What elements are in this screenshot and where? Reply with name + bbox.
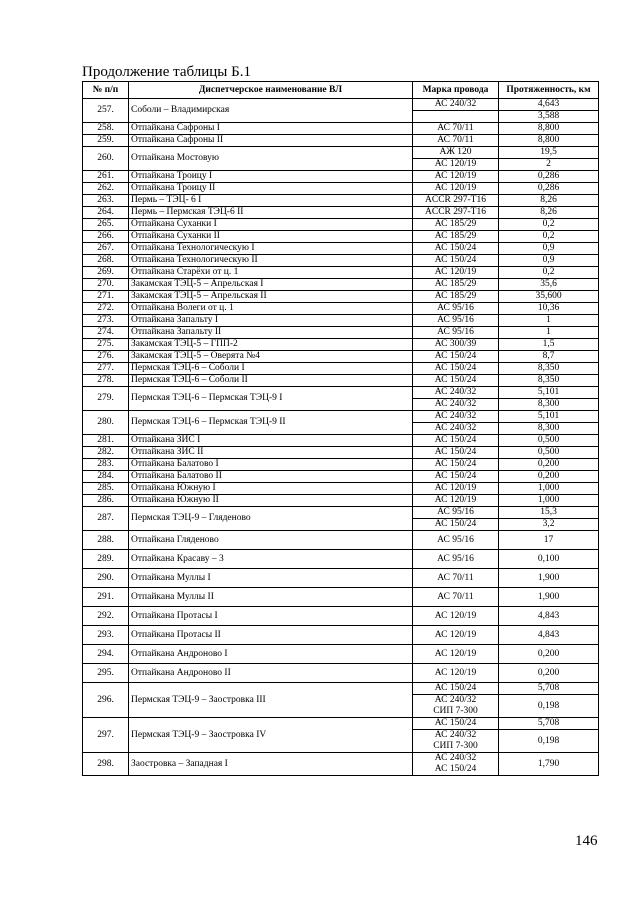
wire-type: АС 240/32 — [413, 399, 499, 411]
table-caption: Продолжение таблицы Б.1 — [82, 64, 251, 80]
line-length: 0,2 — [499, 231, 599, 243]
wire-type: АС 240/32 — [413, 423, 499, 435]
table-row — [83, 327, 599, 339]
line-name: Закамская ТЭЦ-5 – Апрельская I — [129, 279, 413, 291]
line-name: Отпайкана Суханки II — [129, 231, 413, 243]
row-number: 289. — [83, 550, 129, 569]
row-number: 263. — [83, 195, 129, 207]
line-name: Пермская ТЭЦ-6 – Соболи I — [129, 363, 413, 375]
line-name: Пермь – ТЭЦ- 6 I — [129, 195, 413, 207]
header-number: № п/п — [83, 82, 129, 99]
wire-type: АС 120/19 — [413, 483, 499, 495]
row-number: 275. — [83, 339, 129, 351]
wire-type: АС 120/19 — [413, 607, 499, 626]
wire-type: АС 150/24 — [413, 683, 499, 695]
table-row — [83, 339, 599, 351]
line-name: Отпайкана Балатово II — [129, 471, 413, 483]
wire-type: АС 95/16 — [413, 550, 499, 569]
wire-type: АС 120/19 — [413, 183, 499, 195]
line-length: 0,9 — [499, 255, 599, 267]
line-name: Закамская ТЭЦ-5 – Апрельская II — [129, 291, 413, 303]
wire-type: АС 150/24 — [413, 363, 499, 375]
line-name: Отпайкана Сафроны I — [129, 123, 413, 135]
wire-type: АС 95/16 — [413, 303, 499, 315]
row-number: 273. — [83, 315, 129, 327]
line-name: Отпайкана Запальту II — [129, 327, 413, 339]
row-number: 298. — [83, 753, 129, 776]
line-length: 17 — [499, 531, 599, 550]
row-number: 283. — [83, 459, 129, 471]
line-length: 10,36 — [499, 303, 599, 315]
line-length: 0,200 — [499, 645, 599, 664]
line-name: Пермская ТЭЦ-6 – Пермская ТЭЦ-9 II — [129, 411, 413, 435]
wire-type: АС 150/24 — [413, 351, 499, 363]
wire-type: АС 70/11 — [413, 569, 499, 588]
line-name: Отпайкана Андроново II — [129, 664, 413, 683]
line-length: 35,600 — [499, 291, 599, 303]
table-row — [83, 99, 599, 111]
table-row — [83, 171, 599, 183]
table-row — [83, 550, 599, 569]
wire-type: АС 70/11 — [413, 135, 499, 147]
line-length: 5,101 — [499, 411, 599, 423]
row-number: 257. — [83, 99, 129, 123]
wire-type: АС 240/32 АС 150/24 — [413, 753, 499, 776]
wire-type: АС 95/16 — [413, 507, 499, 519]
line-name: Отпайкана ЗИС I — [129, 435, 413, 447]
line-name: Отпайкана Муллы II — [129, 588, 413, 607]
row-number: 270. — [83, 279, 129, 291]
line-length: 0,198 — [499, 730, 599, 753]
wire-type: АС 150/24 — [413, 255, 499, 267]
line-length: 1,000 — [499, 483, 599, 495]
table-row — [83, 255, 599, 267]
row-number: 280. — [83, 411, 129, 435]
row-number: 285. — [83, 483, 129, 495]
line-name: Отпайкана Троицу II — [129, 183, 413, 195]
table-row — [83, 588, 599, 607]
line-length: 4,843 — [499, 626, 599, 645]
table-row — [83, 123, 599, 135]
header-length: Протяженность, км — [499, 82, 599, 99]
wire-type: АС 150/24 — [413, 447, 499, 459]
table-row — [83, 279, 599, 291]
line-name: Пермская ТЭЦ-6 – Соболи II — [129, 375, 413, 387]
row-number: 288. — [83, 531, 129, 550]
table-row — [83, 303, 599, 315]
line-length: 0,500 — [499, 447, 599, 459]
row-number: 287. — [83, 507, 129, 531]
table-row — [83, 483, 599, 495]
wire-type: АС 185/29 — [413, 231, 499, 243]
table-body — [83, 99, 599, 776]
line-length: 0,100 — [499, 550, 599, 569]
wire-type: АС 95/16 — [413, 531, 499, 550]
row-number: 267. — [83, 243, 129, 255]
line-name: Закамская ТЭЦ-5 – Оверята №4 — [129, 351, 413, 363]
table-row — [83, 411, 599, 423]
line-length: 0,2 — [499, 267, 599, 279]
line-name: Пермь – Пермская ТЭЦ-6 II — [129, 207, 413, 219]
table-row — [83, 219, 599, 231]
row-number: 264. — [83, 207, 129, 219]
line-name: Отпайкана Мостовую — [129, 147, 413, 171]
wire-type: АС 240/32 — [413, 99, 499, 111]
line-name: Отпайкана Троицу I — [129, 171, 413, 183]
row-number: 259. — [83, 135, 129, 147]
table-row — [83, 626, 599, 645]
table-row — [83, 495, 599, 507]
line-name: Отпайкана Запальту I — [129, 315, 413, 327]
line-length: 8,7 — [499, 351, 599, 363]
wire-type: АС 150/24 — [413, 435, 499, 447]
line-length: 0,286 — [499, 183, 599, 195]
wire-type: АС 95/16 — [413, 315, 499, 327]
wire-type: АС 150/24 — [413, 243, 499, 255]
row-number: 282. — [83, 447, 129, 459]
line-length: 0,500 — [499, 435, 599, 447]
row-number: 274. — [83, 327, 129, 339]
wire-type: АС 185/29 — [413, 291, 499, 303]
line-name: Пермская ТЭЦ-9 – Гляденово — [129, 507, 413, 531]
line-name: Отпайкана Муллы I — [129, 569, 413, 588]
line-length: 1 — [499, 315, 599, 327]
row-number: 281. — [83, 435, 129, 447]
table-row — [83, 507, 599, 519]
row-number: 276. — [83, 351, 129, 363]
row-number: 260. — [83, 147, 129, 171]
line-length: 8,300 — [499, 423, 599, 435]
wire-type: АС 120/19 — [413, 267, 499, 279]
table-row — [83, 683, 599, 695]
line-name: Отпайкана Волеги от ц. 1 — [129, 303, 413, 315]
wire-type: АС 185/29 — [413, 219, 499, 231]
wire-type: АС 70/11 — [413, 588, 499, 607]
wire-type: АС 120/19 — [413, 645, 499, 664]
line-length: 5,708 — [499, 683, 599, 695]
row-number: 277. — [83, 363, 129, 375]
row-number: 268. — [83, 255, 129, 267]
row-number: 262. — [83, 183, 129, 195]
line-name: Отпайкана Старёхи от ц. 1 — [129, 267, 413, 279]
table-row — [83, 447, 599, 459]
table-header-row — [83, 82, 599, 99]
table-row — [83, 315, 599, 327]
line-length: 15,3 — [499, 507, 599, 519]
wire-type: АС 120/19 — [413, 495, 499, 507]
wire-type — [413, 111, 499, 123]
line-length: 4,843 — [499, 607, 599, 626]
line-length: 5,708 — [499, 718, 599, 730]
table-row — [83, 351, 599, 363]
line-length: 35,6 — [499, 279, 599, 291]
line-name: Отпайкана Технологическую I — [129, 243, 413, 255]
line-length: 1,900 — [499, 569, 599, 588]
line-name: Отпайкана Суханки I — [129, 219, 413, 231]
line-length: 0,2 — [499, 219, 599, 231]
wire-type: АС 120/19 — [413, 626, 499, 645]
wire-type: АС 120/19 — [413, 159, 499, 171]
power-lines-table — [82, 81, 599, 776]
line-length: 8,800 — [499, 135, 599, 147]
line-length: 8,26 — [499, 195, 599, 207]
line-length: 1 — [499, 327, 599, 339]
row-number: 271. — [83, 291, 129, 303]
row-number: 265. — [83, 219, 129, 231]
row-number: 297. — [83, 718, 129, 753]
line-length: 3,588 — [499, 111, 599, 123]
line-name: Отпайкана Сафроны II — [129, 135, 413, 147]
row-number: 295. — [83, 664, 129, 683]
table-row — [83, 569, 599, 588]
table-row — [83, 459, 599, 471]
row-number: 261. — [83, 171, 129, 183]
line-name: Соболи – Владимирская — [129, 99, 413, 123]
line-name: Отпайкана Протасы I — [129, 607, 413, 626]
table-row — [83, 753, 599, 776]
line-length: 1,900 — [499, 588, 599, 607]
row-number: 269. — [83, 267, 129, 279]
line-length: 19,5 — [499, 147, 599, 159]
line-name: Пермская ТЭЦ-6 – Пермская ТЭЦ-9 I — [129, 387, 413, 411]
line-length: 4,643 — [499, 99, 599, 111]
line-name: Закамская ТЭЦ-5 – ГПП-2 — [129, 339, 413, 351]
row-number: 291. — [83, 588, 129, 607]
table-row — [83, 435, 599, 447]
wire-type: АС 150/24 — [413, 718, 499, 730]
table-row — [83, 243, 599, 255]
wire-type: АС 300/39 — [413, 339, 499, 351]
row-number: 296. — [83, 683, 129, 718]
row-number: 294. — [83, 645, 129, 664]
table-row — [83, 183, 599, 195]
line-length: 0,9 — [499, 243, 599, 255]
table-row — [83, 207, 599, 219]
wire-type: АС 120/19 — [413, 171, 499, 183]
wire-type: АС 150/24 — [413, 519, 499, 531]
table-row — [83, 531, 599, 550]
line-name: Отпайкана Андроново I — [129, 645, 413, 664]
wire-type: АС 185/29 — [413, 279, 499, 291]
page-number: 146 — [575, 833, 598, 849]
table-row — [83, 147, 599, 159]
table-row — [83, 664, 599, 683]
line-name: Отпайкана Красаву – 3 — [129, 550, 413, 569]
wire-type: ACCR 297-T16 — [413, 207, 499, 219]
line-length: 0,200 — [499, 459, 599, 471]
line-name: Пермская ТЭЦ-9 – Заостровка III — [129, 683, 413, 718]
line-name: Отпайкана Балатово I — [129, 459, 413, 471]
line-length: 5,101 — [499, 387, 599, 399]
wire-type: АС 70/11 — [413, 123, 499, 135]
line-length: 3,2 — [499, 519, 599, 531]
row-number: 266. — [83, 231, 129, 243]
line-name: Отпайкана Южную II — [129, 495, 413, 507]
line-length: 1,5 — [499, 339, 599, 351]
line-name: Заостровка – Западная I — [129, 753, 413, 776]
row-number: 278. — [83, 375, 129, 387]
header-line-name: Диспетчерское наименование ВЛ — [129, 82, 413, 99]
row-number: 290. — [83, 569, 129, 588]
table-row — [83, 291, 599, 303]
table-row — [83, 267, 599, 279]
table-row — [83, 363, 599, 375]
table-row — [83, 471, 599, 483]
line-name: Отпайкана Южную I — [129, 483, 413, 495]
table-row — [83, 718, 599, 730]
table-row — [83, 375, 599, 387]
line-name: Пермская ТЭЦ-9 – Заостровка IV — [129, 718, 413, 753]
row-number: 272. — [83, 303, 129, 315]
table-row — [83, 645, 599, 664]
wire-type: АС 240/32 — [413, 411, 499, 423]
line-length: 2 — [499, 159, 599, 171]
wire-type: АС 95/16 — [413, 327, 499, 339]
wire-type: АС 120/19 — [413, 664, 499, 683]
line-name: Отпайкана Гляденово — [129, 531, 413, 550]
wire-type: АС 240/32 — [413, 387, 499, 399]
table-row — [83, 387, 599, 399]
row-number: 293. — [83, 626, 129, 645]
wire-type: АЖ 120 — [413, 147, 499, 159]
wire-type: АС 150/24 — [413, 375, 499, 387]
table-row — [83, 195, 599, 207]
wire-type: АС 150/24 — [413, 459, 499, 471]
wire-type: АС 240/32 СИП 7-300 — [413, 695, 499, 718]
line-length: 8,800 — [499, 123, 599, 135]
line-length: 8,350 — [499, 375, 599, 387]
wire-type: ACCR 297-T16 — [413, 195, 499, 207]
table-row — [83, 135, 599, 147]
row-number: 284. — [83, 471, 129, 483]
line-name: Отпайкана ЗИС II — [129, 447, 413, 459]
line-length: 0,200 — [499, 664, 599, 683]
header-wire-type: Марка провода — [413, 82, 499, 99]
line-length: 8,300 — [499, 399, 599, 411]
line-length: 8,26 — [499, 207, 599, 219]
line-name: Отпайкана Протасы II — [129, 626, 413, 645]
line-length: 0,286 — [499, 171, 599, 183]
line-length: 1,000 — [499, 495, 599, 507]
row-number: 258. — [83, 123, 129, 135]
line-length: 8,350 — [499, 363, 599, 375]
line-length: 1,790 — [499, 753, 599, 776]
table-row — [83, 607, 599, 626]
wire-type: АС 240/32 СИП 7-300 — [413, 730, 499, 753]
table-row — [83, 231, 599, 243]
row-number: 292. — [83, 607, 129, 626]
row-number: 286. — [83, 495, 129, 507]
wire-type: АС 150/24 — [413, 471, 499, 483]
line-length: 0,198 — [499, 695, 599, 718]
line-length: 0,200 — [499, 471, 599, 483]
row-number: 279. — [83, 387, 129, 411]
line-name: Отпайкана Технологическую II — [129, 255, 413, 267]
